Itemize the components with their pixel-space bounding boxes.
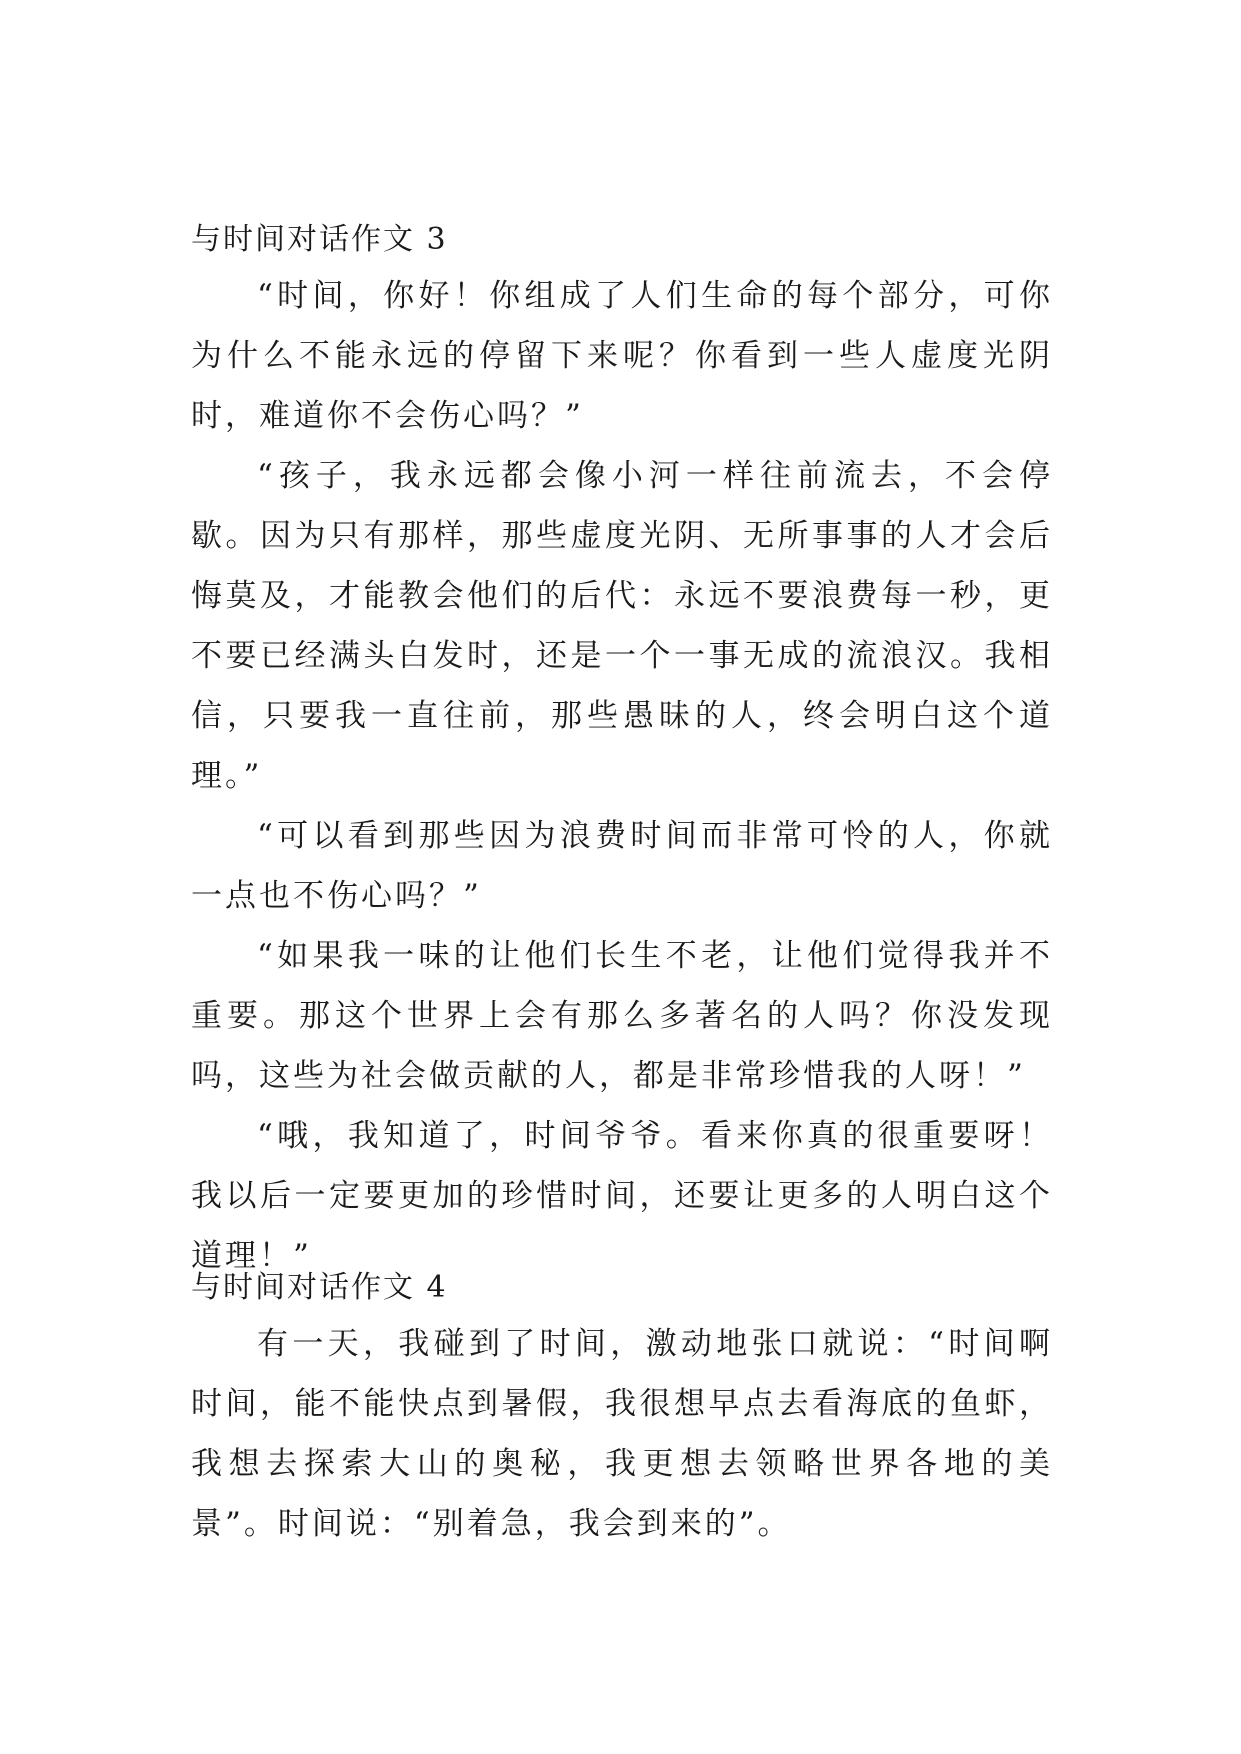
paragraph: “哦，我知道了，时间爷爷。看来你真的很重要呀！我以后一定要更加的珍惜时间，还要让更多的人明白这个道理！”	[191, 1118, 1053, 1274]
paragraph: “时间，你好！你组成了人们生命的每个部分，可你为什么不能永远的停留下来呢？你看到一些人虚度光阴时，难道你不会伤心吗？”	[191, 278, 1053, 434]
paragraph: 有一天，我碰到了时间，激动地张口就说：“时间啊时间，能不能快点到暑假，我很想早点去看海底的鱼虾，我想去探索大山的奥秘，我更想去领略世界各地的美景”。时间说：“别着急，我会到来的”。	[191, 1326, 1053, 1542]
essay-section-4	[191, 1268, 1053, 1554]
section-title: 与时间对话作文 3	[191, 222, 448, 257]
paragraph: “可以看到那些因为浪费时间而非常可怜的人，你就一点也不伤心吗？”	[191, 818, 1053, 914]
essay-section-3	[191, 220, 1053, 1286]
paragraph: “孩子，我永远都会像小河一样往前流去，不会停歇。因为只有那样，那些虚度光阴、无所事事的人才会后悔莫及，才能教会他们的后代：永远不要浪费每一秒，更不要已经满头白发时，还是一个一事无成的流浪汉。我相信，只要我一直往前，那些愚昧的人，终会明白这个道理。”	[191, 458, 1053, 794]
paragraph: “如果我一味的让他们长生不老，让他们觉得我并不重要。那这个世界上会有那么多著名的人吗？你没发现吗，这些为社会做贡献的人，都是非常珍惜我的人呀！”	[191, 938, 1053, 1094]
section-title: 与时间对话作文 4	[191, 1270, 448, 1305]
